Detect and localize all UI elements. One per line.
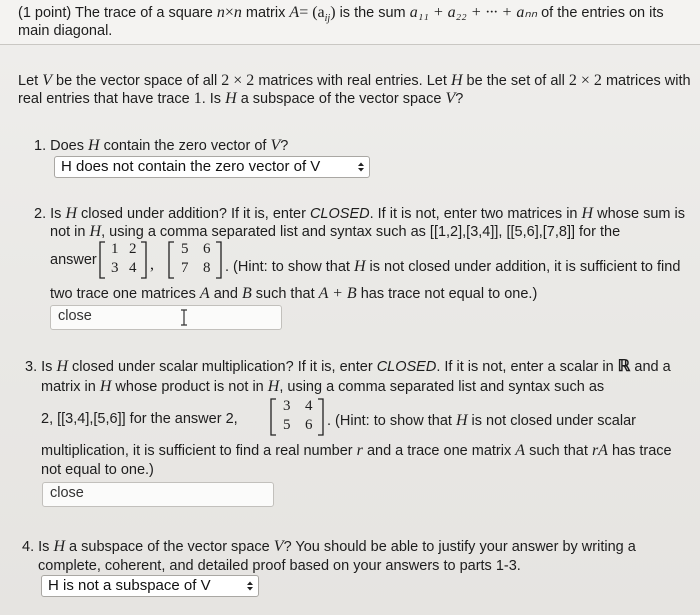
setup-line-2: real entries that have trace 1. Is H a subspace of the vector space V? [18, 90, 464, 107]
q2-answer-input[interactable] [50, 305, 282, 330]
q3-line-1: 3. Is H closed under scalar multiplication? If it is, enter CLOSED. If it is not, enter a scalar in ℝ and a [25, 358, 671, 375]
q3-hint-line-2: multiplication, it is sufficient to find a real number r and a trace one matrix A such that rA has trace [41, 442, 672, 459]
q3-line-3: 2, [[3,4],[5,6]] for the answer 2, [41, 411, 238, 427]
q2-hint-line-1: . (Hint: to show that H is not closed under addition, it is sufficient to find [225, 258, 681, 275]
matrix-cell: 2 [129, 241, 137, 257]
bracket-left-icon [99, 240, 147, 280]
updown-chevron-icon [246, 580, 254, 592]
matrix-cell: 1 [111, 241, 119, 257]
updown-chevron-icon [357, 161, 365, 173]
intro-line-1: (1 point) The trace of a square n×n matrix $A= (a_{ij})$ is the sum a₁₁ + a₂₂ + ··· + aₙₙ of the entries on its [18, 4, 664, 24]
q1-select-value: H does not contain the zero vector of V [61, 158, 321, 175]
intro-line-2: main diagonal. [18, 23, 113, 39]
matrix-cell: 3 [111, 260, 119, 276]
matrix-cell: 6 [203, 241, 211, 257]
matrix-cell: 4 [129, 260, 137, 276]
q2-matrix-comma: , [150, 256, 154, 273]
matrix-cell: 7 [181, 260, 189, 276]
matrix-cell: 3 [283, 398, 291, 414]
q2-answer-label: answer [50, 252, 97, 268]
q4-answer-select[interactable] [41, 575, 259, 597]
q3-hint-line-1: . (Hint: to show that H is not closed under scalar [327, 412, 636, 429]
setup-line-1: Let V be the vector space of all 2 × 2 matrices with real entries. Let H be the set of all 2 × 2 matrices with [18, 72, 691, 89]
matrix-cell: 8 [203, 260, 211, 276]
q3-example-matrix [270, 397, 324, 437]
q2-hint-line-2: two trace one matrices A and B such that A + B has trace not equal to one.) [50, 285, 538, 302]
q3-line-2: matrix in H whose product is not in H, using a comma separated list and syntax such as [41, 378, 605, 395]
q2-example-matrix-2 [168, 240, 222, 280]
matrix-cell: 4 [305, 398, 313, 414]
q2-line-2: not in H, using a comma separated list and syntax such as [[1,2],[3,4]], [[5,6],[7,8]] for the [50, 223, 621, 240]
q2-example-matrix-1 [99, 240, 147, 280]
q4-line-1: 4. Is H a subspace of the vector space V? You should be able to justify your answer by writing a [22, 538, 636, 555]
q3-input-value: close [50, 485, 84, 501]
q3-hint-line-3: not equal to one.) [41, 462, 154, 478]
matrix-cell: 6 [305, 417, 313, 433]
q2-input-value: close [58, 308, 92, 324]
q2-line-1: 2. Is H closed under addition? If it is, enter CLOSED. If it is not, enter two matrices in H whose sum is [34, 205, 685, 222]
q1-prompt: 1. Does H contain the zero vector of V? [34, 137, 289, 154]
q4-select-value: H is not a subspace of V [48, 577, 211, 594]
text-cursor-icon [179, 309, 189, 326]
matrix-cell: 5 [283, 417, 291, 433]
matrix-cell: 5 [181, 241, 189, 257]
bracket-icon [270, 397, 324, 437]
q3-answer-input[interactable] [42, 482, 274, 507]
q4-line-2: complete, coherent, and detailed proof based on your answers to parts 1-3. [38, 558, 521, 574]
bracket-icon [168, 240, 222, 280]
q1-answer-select[interactable] [54, 156, 370, 178]
